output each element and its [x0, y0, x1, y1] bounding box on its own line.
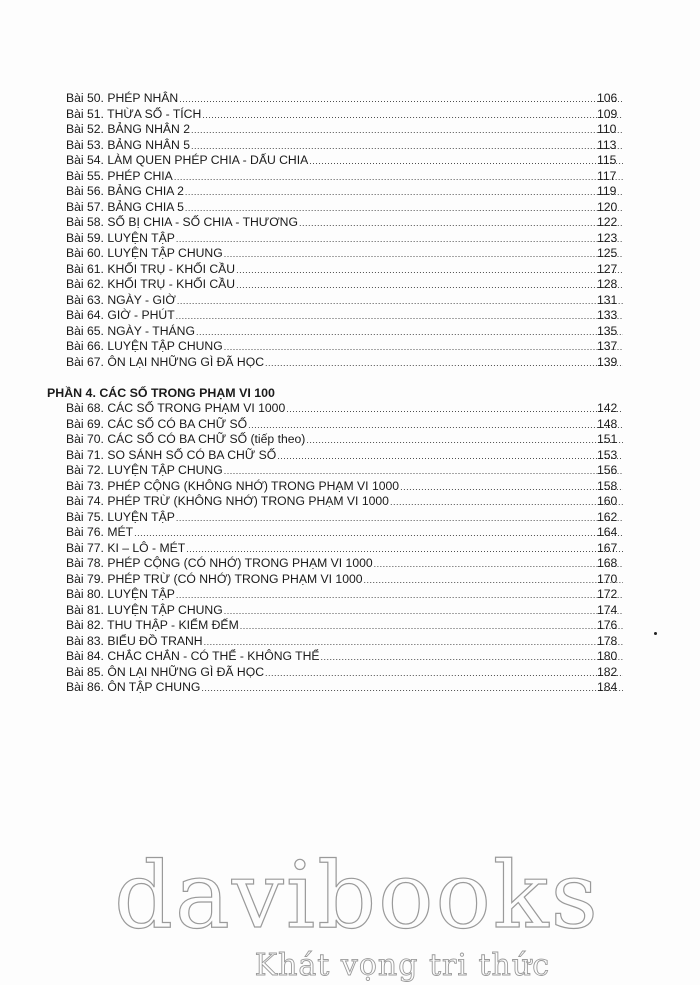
page-number: 182 — [597, 664, 618, 679]
toc-entry-label — [66, 463, 224, 479]
toc-entry-text — [66, 153, 623, 170]
page-number: 117 — [597, 168, 617, 183]
toc-entry-text — [66, 587, 623, 604]
dot-leader — [236, 278, 623, 294]
lesson-number: Bài 76. — [66, 525, 104, 539]
lesson-title: LUYỆN TẬP CHUNG — [107, 463, 223, 477]
page-number: 170 — [597, 571, 618, 586]
toc-entry-label — [66, 293, 177, 309]
lesson-number: Bài 51. — [66, 106, 104, 121]
lesson-title: PHÉP NHÂN — [107, 91, 179, 105]
toc-entry-text — [66, 215, 623, 232]
page-number: 113 — [597, 137, 617, 152]
dot-leader — [286, 402, 623, 418]
dot-leader — [265, 356, 623, 372]
lesson-title: ÔN LẠI NHỮNG GÌ ĐÃ HỌC — [107, 354, 265, 369]
lesson-number: Bài 72. — [66, 463, 104, 477]
toc-entry-text — [66, 107, 623, 124]
toc-entry[interactable] — [0, 293, 700, 309]
toc-entry[interactable] — [0, 603, 700, 619]
lesson-number: Bài 82. — [66, 618, 104, 632]
toc-entry[interactable] — [0, 649, 700, 665]
toc-entry[interactable] — [0, 618, 700, 634]
toc-entry-text — [66, 122, 623, 139]
toc-entry-label — [66, 634, 204, 650]
toc-group-1 — [0, 91, 700, 370]
toc-entry-text — [66, 525, 623, 542]
toc-entry-text — [66, 634, 623, 651]
lesson-title: LUYỆN TẬP — [107, 509, 175, 524]
toc-entry-label — [66, 401, 286, 417]
lesson-title: KHỐI TRỤ - KHỐI CẦU — [107, 261, 236, 276]
lesson-title: BIỂU ĐỒ TRANH — [107, 633, 203, 648]
dot-leader — [176, 511, 623, 527]
toc-entry-text — [66, 432, 623, 449]
page-number: 153 — [597, 447, 618, 462]
lesson-number: Bài 66. — [66, 339, 104, 353]
toc-entry-text — [66, 463, 623, 480]
lesson-number: Bài 68. — [66, 401, 104, 415]
lesson-number: Bài 69. — [66, 416, 104, 431]
toc-entry-text — [66, 324, 623, 341]
toc-entry-label — [66, 308, 176, 324]
toc-entry-text — [66, 262, 623, 279]
lesson-title: NGÀY - THÁNG — [107, 323, 195, 338]
lesson-number: Bài 63. — [66, 292, 104, 307]
dot-leader — [179, 92, 623, 108]
dot-leader — [321, 650, 623, 666]
page-number: 176 — [597, 618, 618, 632]
toc-entry-text — [66, 510, 623, 527]
lesson-number: Bài 60. — [66, 246, 104, 260]
toc-entry-label — [66, 324, 196, 340]
toc-entry-text — [66, 138, 623, 155]
dot-leader — [134, 526, 623, 542]
toc-entry[interactable] — [0, 680, 700, 696]
toc-entry[interactable] — [0, 463, 700, 479]
toc-entry-text — [66, 200, 623, 217]
dot-leader — [204, 635, 623, 651]
toc-entry[interactable] — [0, 200, 700, 216]
toc-entry-label — [66, 153, 309, 169]
toc-entry[interactable] — [0, 91, 700, 107]
lesson-title: BẢNG CHIA 5 — [107, 199, 184, 214]
lesson-title: SO SÁNH SỐ CÓ BA CHỮ SỐ — [107, 447, 277, 462]
lesson-title: PHÉP TRỪ (KHÔNG NHỚ) TRONG PHẠM VI 1000 — [107, 494, 389, 508]
dot-leader — [201, 681, 623, 697]
lesson-number: Bài 79. — [66, 571, 104, 586]
dot-leader — [236, 263, 623, 279]
toc-entry-text — [66, 541, 623, 558]
toc-entry-label — [66, 215, 299, 231]
dot-leader — [224, 340, 623, 356]
toc-entry-label — [66, 572, 364, 588]
dot-leader — [176, 309, 623, 325]
toc-entry-label — [66, 665, 265, 681]
toc-entry-label — [66, 541, 186, 557]
toc-entry[interactable] — [0, 246, 700, 262]
watermark-tagline: Khát vọng tri thức — [254, 948, 550, 983]
toc-entry[interactable] — [0, 494, 700, 510]
toc-entry-text — [66, 246, 623, 263]
toc-entry[interactable] — [0, 215, 700, 231]
lesson-number: Bài 52. — [66, 122, 104, 136]
page-number: 142 — [597, 401, 618, 415]
toc-entry[interactable] — [0, 525, 700, 541]
lesson-number: Bài 56. — [66, 184, 104, 198]
watermark — [0, 842, 700, 983]
toc-entry-text — [66, 91, 623, 108]
toc-entry-text — [66, 479, 623, 496]
toc-entry-label — [66, 603, 224, 619]
dot-leader — [306, 433, 623, 449]
toc-entry-text — [66, 417, 623, 434]
lesson-title: CÁC SỐ TRONG PHẠM VI 1000 — [107, 401, 286, 415]
toc-entry-text — [66, 448, 623, 465]
toc-entry-label — [66, 649, 321, 665]
toc-entry-text — [66, 618, 623, 635]
toc-entry[interactable] — [0, 448, 700, 464]
page-number: 133 — [597, 308, 618, 322]
page-number: 123 — [597, 230, 618, 245]
toc-entry-label — [66, 91, 179, 107]
dot-leader — [185, 185, 623, 201]
page-number: 128 — [597, 277, 618, 291]
lesson-number: Bài 85. — [66, 664, 104, 679]
dot-leader — [185, 201, 623, 217]
toc-entry-label — [66, 138, 191, 154]
dot-leader — [224, 247, 623, 263]
scan-speck — [654, 632, 657, 635]
toc-entry-label — [66, 510, 176, 526]
lesson-title: LUYỆN TẬP CHUNG — [107, 339, 223, 353]
toc-entry-label — [66, 339, 224, 355]
page-number: 115 — [597, 153, 617, 167]
page-number: 110 — [597, 122, 617, 136]
lesson-title: THU THẬP - KIỂM ĐẾM — [107, 618, 239, 632]
toc-entry-label — [66, 169, 174, 185]
toc-entry-text — [66, 665, 623, 682]
toc-entry-text — [66, 293, 623, 310]
lesson-title: ÔN LẠI NHỮNG GÌ ĐÃ HỌC — [107, 664, 265, 679]
toc-entry-label — [66, 448, 277, 464]
dot-leader — [196, 325, 623, 341]
lesson-number: Bài 65. — [66, 323, 104, 338]
page-number: 162 — [597, 509, 618, 524]
dot-leader — [191, 123, 623, 139]
toc-entry-label — [66, 122, 191, 138]
page-number: 167 — [597, 540, 618, 555]
lesson-number: Bài 55. — [66, 168, 104, 183]
page-number: 106 — [597, 91, 618, 105]
toc-entry[interactable] — [0, 556, 700, 572]
lesson-title: CHẮC CHẮN - CÓ THỂ - KHÔNG THỂ — [107, 649, 320, 663]
toc-entry[interactable] — [0, 432, 700, 448]
dot-leader — [186, 542, 623, 558]
toc-entry[interactable] — [0, 138, 700, 154]
toc-entry-label — [66, 556, 374, 572]
toc-entry[interactable] — [0, 324, 700, 340]
toc-entry-text — [66, 556, 623, 573]
page-number: 156 — [597, 463, 618, 477]
dot-leader — [265, 666, 623, 682]
toc-entry[interactable] — [0, 308, 700, 324]
lesson-number: Bài 78. — [66, 556, 104, 570]
page-number: 148 — [597, 416, 618, 431]
toc-entry-text — [66, 339, 623, 356]
lesson-number: Bài 73. — [66, 478, 104, 493]
toc-entry-label — [66, 231, 176, 247]
toc-entry-label — [66, 479, 400, 495]
page-number: 125 — [597, 246, 618, 260]
lesson-title: CÁC SỐ CÓ BA CHỮ SỐ (tiếp theo) — [107, 432, 306, 446]
toc-entry-label — [66, 246, 224, 262]
toc-entry-text — [66, 308, 623, 325]
toc-entry-label — [66, 618, 240, 634]
lesson-number: Bài 74. — [66, 494, 104, 508]
toc-entry[interactable] — [0, 107, 700, 123]
toc-entry-label — [66, 494, 390, 510]
lesson-title: ÔN TẬP CHUNG — [107, 680, 201, 694]
lesson-title: NGÀY - GIỜ — [107, 292, 176, 307]
toc-entry-label — [66, 262, 236, 278]
dot-leader — [174, 170, 623, 186]
dot-leader — [202, 108, 623, 124]
toc-entry-label — [66, 184, 185, 200]
toc-entry-label — [66, 417, 248, 433]
page-number: 178 — [597, 633, 618, 648]
page-number: 168 — [597, 556, 618, 570]
dot-leader — [191, 139, 623, 155]
toc-entry[interactable] — [0, 479, 700, 495]
dot-leader — [400, 480, 623, 496]
page-number: 119 — [597, 184, 617, 198]
lesson-number: Bài 58. — [66, 215, 104, 229]
toc-entry[interactable] — [0, 417, 700, 433]
lesson-title: LUYỆN TẬP — [107, 230, 175, 245]
dot-leader — [176, 232, 623, 248]
lesson-title: PHÉP CHIA — [107, 168, 173, 183]
dot-leader — [224, 604, 623, 620]
page-number: 160 — [597, 494, 618, 508]
page-number: 139 — [597, 354, 618, 369]
toc-entry-text — [66, 649, 623, 666]
section-spacer — [0, 370, 700, 385]
lesson-number: Bài 57. — [66, 199, 104, 214]
toc-entry-text — [66, 494, 623, 511]
toc-entry-label — [66, 200, 185, 216]
page-number: 184 — [597, 680, 618, 694]
lesson-number: Bài 50. — [66, 91, 104, 105]
toc-entry-label — [66, 355, 265, 371]
lesson-number: Bài 71. — [66, 447, 104, 462]
page-number: 109 — [597, 106, 618, 121]
toc-entry[interactable] — [0, 153, 700, 169]
dot-leader — [277, 449, 623, 465]
lesson-title: LUYỆN TẬP — [107, 587, 175, 601]
dot-leader — [309, 154, 623, 170]
page-number: 180 — [597, 649, 618, 663]
lesson-title: KHỐI TRỤ - KHỐI CẦU — [107, 277, 236, 291]
lesson-title: CÁC SỐ CÓ BA CHỮ SỐ — [107, 416, 248, 431]
page-number: 127 — [597, 261, 618, 276]
toc-entry[interactable] — [0, 587, 700, 603]
toc-entry[interactable] — [0, 634, 700, 650]
lesson-number: Bài 70. — [66, 432, 104, 446]
toc-entry-label — [66, 680, 201, 696]
table-of-contents — [0, 91, 700, 696]
dot-leader — [364, 573, 623, 589]
dot-leader — [177, 294, 623, 310]
lesson-title: LÀM QUEN PHÉP CHIA - DẤU CHIA — [107, 153, 309, 167]
toc-entry[interactable] — [0, 231, 700, 247]
page-number: 131 — [597, 292, 618, 307]
lesson-title: THỪA SỐ - TÍCH — [107, 106, 202, 121]
toc-entry[interactable] — [0, 665, 700, 681]
page-number: 120 — [597, 199, 618, 214]
lesson-title: BẢNG NHÂN 5 — [107, 137, 190, 152]
toc-entry-text — [66, 231, 623, 248]
lesson-number: Bài 59. — [66, 230, 104, 245]
lesson-title: GIỜ - PHÚT — [107, 308, 175, 322]
lesson-number: Bài 86. — [66, 680, 104, 694]
lesson-number: Bài 77. — [66, 540, 104, 555]
lesson-number: Bài 75. — [66, 509, 104, 524]
toc-entry-label — [66, 277, 236, 293]
toc-entry-text — [66, 603, 623, 620]
page-number: 158 — [597, 478, 618, 493]
page-number: 122 — [597, 215, 618, 229]
lesson-number: Bài 81. — [66, 602, 104, 617]
dot-leader — [248, 418, 623, 434]
lesson-number: Bài 61. — [66, 261, 104, 276]
page-number: 172 — [597, 587, 618, 601]
lesson-title: LUYỆN TẬP CHUNG — [107, 246, 223, 260]
toc-entry-text — [66, 680, 623, 697]
lesson-number: Bài 84. — [66, 649, 104, 663]
dot-leader — [240, 619, 623, 635]
lesson-title: PHÉP TRỪ (CÓ NHỚ) TRONG PHẠM VI 1000 — [107, 571, 363, 586]
lesson-title: SỐ BỊ CHIA - SỐ CHIA - THƯƠNG — [107, 215, 298, 229]
dot-leader — [224, 464, 623, 480]
toc-entry-label — [66, 107, 202, 123]
lesson-number: Bài 54. — [66, 153, 104, 167]
page-number: 135 — [597, 323, 618, 338]
toc-entry-label — [66, 432, 306, 448]
lesson-number: Bài 67. — [66, 354, 104, 369]
lesson-title: MÉT — [107, 525, 134, 539]
toc-entry-text — [66, 401, 623, 418]
lesson-number: Bài 53. — [66, 137, 104, 152]
lesson-title: KI – LÔ - MÉT — [107, 540, 186, 555]
toc-entry[interactable] — [0, 262, 700, 278]
toc-entry-text — [66, 355, 623, 372]
toc-entry-text — [66, 277, 623, 294]
toc-entry-text — [66, 169, 623, 186]
toc-entry-label — [66, 525, 134, 541]
dot-leader — [176, 588, 623, 604]
toc-entry[interactable] — [0, 401, 700, 417]
lesson-number: Bài 83. — [66, 633, 104, 648]
page-number: 164 — [597, 525, 618, 539]
toc-entry[interactable] — [0, 355, 700, 371]
toc-entry[interactable] — [0, 339, 700, 355]
toc-entry-label — [66, 587, 176, 603]
toc-entry[interactable] — [0, 169, 700, 185]
toc-entry[interactable] — [0, 510, 700, 526]
toc-entry[interactable] — [0, 572, 700, 588]
page-number: 137 — [597, 339, 618, 353]
lesson-title: BẢNG NHÂN 2 — [107, 122, 190, 136]
dot-leader — [374, 557, 623, 573]
watermark-brand: davibooks — [114, 842, 600, 949]
toc-section-4 — [0, 401, 700, 696]
lesson-number: Bài 80. — [66, 587, 104, 601]
toc-entry[interactable] — [0, 277, 700, 293]
toc-entry[interactable] — [0, 122, 700, 138]
toc-entry[interactable] — [0, 541, 700, 557]
lesson-number: Bài 64. — [66, 308, 104, 322]
page-number: 174 — [597, 602, 618, 617]
dot-leader — [390, 495, 623, 511]
page-number: 151 — [597, 432, 618, 446]
lesson-number: Bài 62. — [66, 277, 104, 291]
toc-entry-text — [66, 572, 623, 589]
section-heading-part-4: PHẦN 4. CÁC SỐ TRONG PHẠM VI 100 — [47, 386, 275, 400]
toc-entry[interactable] — [0, 184, 700, 200]
lesson-title: PHÉP CỘNG (KHÔNG NHỚ) TRONG PHẠM VI 1000 — [107, 478, 400, 493]
toc-entry-text — [66, 184, 623, 201]
lesson-title: LUYỆN TẬP CHUNG — [107, 602, 223, 617]
lesson-title: PHÉP CỘNG (CÓ NHỚ) TRONG PHẠM VI 1000 — [107, 556, 373, 570]
dot-leader — [299, 216, 623, 232]
lesson-title: BẢNG CHIA 2 — [107, 184, 184, 198]
